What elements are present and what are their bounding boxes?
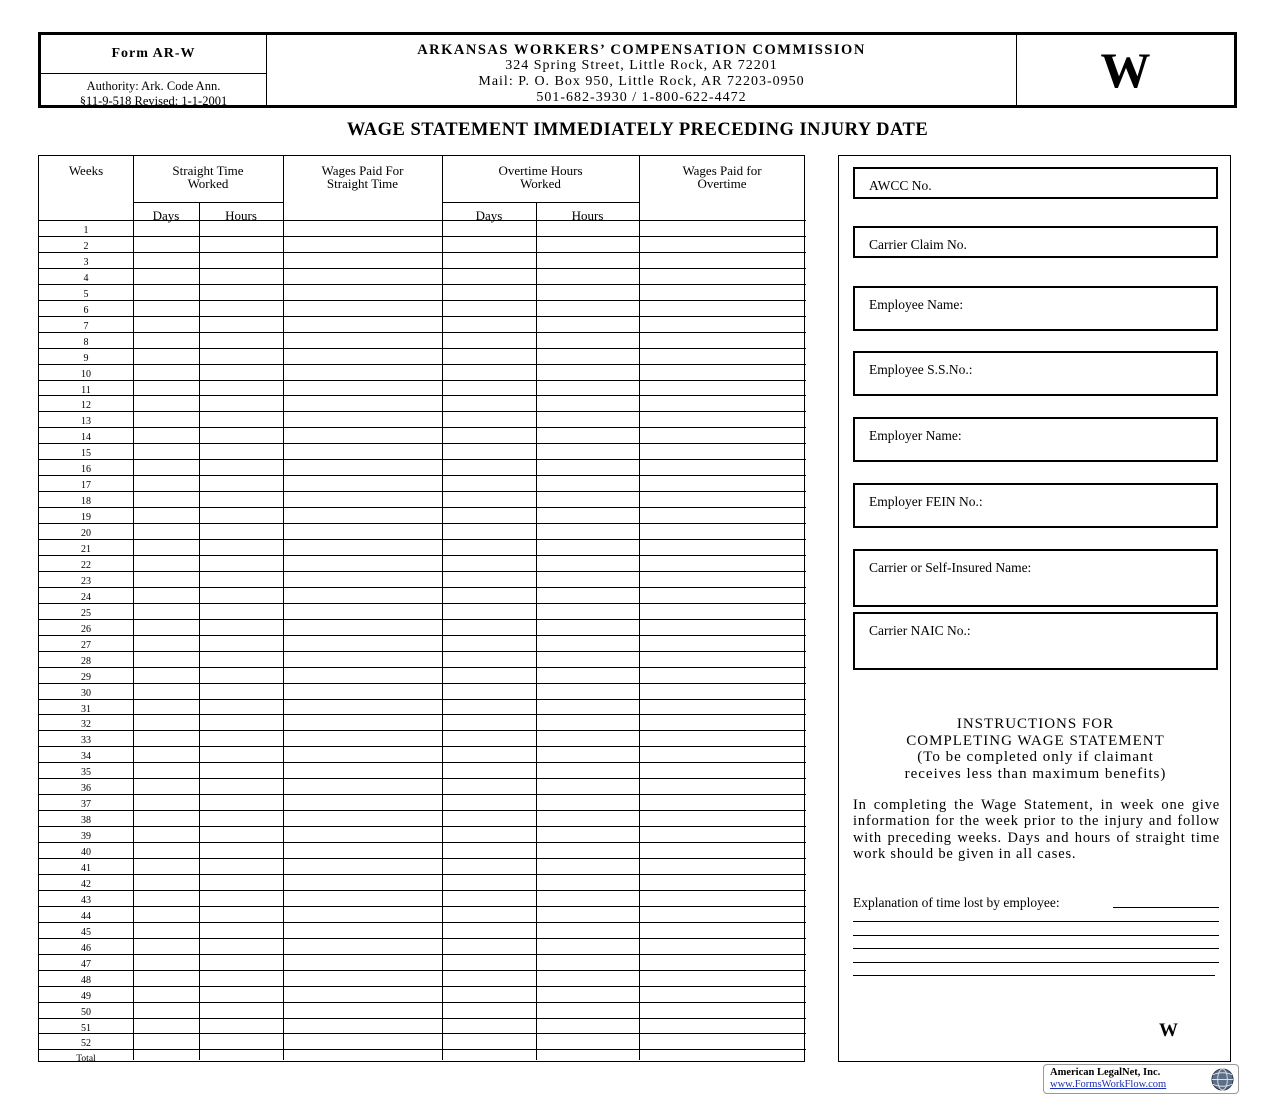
week-number: 44 xyxy=(81,910,91,922)
week-number: 28 xyxy=(81,655,91,667)
field-label: Employer FEIN No.: xyxy=(869,494,983,509)
table-row-divider xyxy=(39,714,806,715)
instructions-note-2: receives less than maximum benefits) xyxy=(904,765,1167,782)
page-title: WAGE STATEMENT IMMEDIATELY PRECEDING INJURY DATE xyxy=(346,120,929,140)
table-row-divider xyxy=(39,491,806,492)
table-row-divider xyxy=(39,507,806,508)
field-box-1[interactable] xyxy=(853,167,1218,199)
table-row-divider xyxy=(39,252,806,253)
table-row-divider xyxy=(39,651,806,652)
field-box-2[interactable] xyxy=(853,226,1218,258)
week-number: 3 xyxy=(83,256,89,268)
week-number: 50 xyxy=(81,1006,91,1018)
table-row-divider xyxy=(39,699,806,700)
table-row-divider xyxy=(39,970,806,971)
table-row-divider xyxy=(39,906,806,907)
subheader-divider xyxy=(133,202,283,203)
authority-text xyxy=(41,79,266,109)
col-overtime-line2: Worked xyxy=(520,176,561,191)
table-row-divider xyxy=(39,1049,806,1050)
table-row-divider xyxy=(39,858,806,859)
table-row-divider xyxy=(39,284,806,285)
field-label: Carrier Claim No. xyxy=(869,237,967,252)
wage-table xyxy=(38,155,805,1065)
table-row-divider xyxy=(39,268,806,269)
table-row-divider xyxy=(39,667,806,668)
week-number: 25 xyxy=(81,607,91,619)
col-wages-straight-line2: Straight Time xyxy=(326,176,399,191)
table-row-divider xyxy=(39,986,806,987)
week-number: 45 xyxy=(81,926,91,938)
table-row-divider xyxy=(39,571,806,572)
table-row-divider xyxy=(39,427,806,428)
table-row-divider xyxy=(39,1018,806,1019)
globe-icon xyxy=(1210,1067,1235,1092)
col-straight-time-line2: Worked xyxy=(187,176,229,191)
field-box-7[interactable] xyxy=(853,549,1218,607)
table-row-divider xyxy=(39,332,806,333)
week-number: 6 xyxy=(83,304,89,316)
agency-phone: 501-682-3930 / 1-800-622-4472 xyxy=(536,90,747,105)
publisher-name: American LegalNet, Inc. xyxy=(1050,1067,1161,1078)
table-row-divider xyxy=(39,794,806,795)
form-id: Form AR-W xyxy=(41,35,266,74)
week-number: 37 xyxy=(81,799,91,811)
subheader-divider xyxy=(442,202,639,203)
week-number: 2 xyxy=(83,240,89,252)
week-number: 14 xyxy=(81,432,91,444)
week-number: 27 xyxy=(81,639,91,651)
explanation-label: Explanation of time lost by employee: xyxy=(853,895,1060,910)
week-number: 30 xyxy=(81,687,91,699)
week-number: 42 xyxy=(81,878,91,890)
table-row-divider xyxy=(39,922,806,923)
week-number: 36 xyxy=(81,783,91,795)
table-row-divider xyxy=(39,683,806,684)
week-number: 5 xyxy=(83,288,89,300)
week-number: 16 xyxy=(81,464,91,476)
col-wages-straight-line1: Wages Paid For xyxy=(321,163,404,178)
week-number: 15 xyxy=(81,448,91,460)
table-row-divider xyxy=(39,411,806,412)
form-letter: W xyxy=(1100,42,1151,98)
agency-mail: Mail: P. O. Box 950, Little Rock, AR 72203-0950 xyxy=(478,74,805,89)
week-number: 48 xyxy=(81,974,91,986)
table-row-divider xyxy=(39,348,806,349)
authority-line-1: Authority: Ark. Code Ann. xyxy=(86,79,221,93)
table-row-divider xyxy=(39,364,806,365)
week-number: 23 xyxy=(81,575,91,587)
explanation-line-5[interactable] xyxy=(853,962,1219,963)
col-wages-overtime-line2: Overtime xyxy=(697,176,747,191)
week-number: 41 xyxy=(81,863,91,874)
publisher-logo xyxy=(1043,1064,1239,1094)
week-number: 47 xyxy=(81,958,91,970)
field-label: Carrier or Self-Insured Name: xyxy=(869,560,1032,575)
table-row-divider xyxy=(39,475,806,476)
week-number: 43 xyxy=(81,894,91,906)
col-wages-overtime-header xyxy=(639,164,805,190)
table-row-divider xyxy=(39,954,806,955)
week-number: 38 xyxy=(81,815,91,827)
week-number: 34 xyxy=(81,751,91,763)
table-row-divider xyxy=(39,810,806,811)
field-box-6[interactable] xyxy=(853,483,1218,528)
col-overtime-header xyxy=(442,164,639,190)
table-row-divider xyxy=(39,842,806,843)
table-row-divider xyxy=(39,443,806,444)
instructions-heading xyxy=(839,716,1232,782)
week-number: 32 xyxy=(81,719,91,731)
week-number: 17 xyxy=(81,480,91,492)
week-number: 39 xyxy=(81,831,91,843)
table-row-divider xyxy=(39,380,806,381)
table-column-divider xyxy=(442,156,443,1060)
table-row-divider xyxy=(39,300,806,301)
field-label: Employee Name: xyxy=(869,297,964,312)
form-header xyxy=(38,32,1237,108)
table-row-divider xyxy=(39,874,806,875)
week-number: 18 xyxy=(81,496,91,508)
week-number: 52 xyxy=(81,1038,91,1050)
table-row-divider xyxy=(39,746,806,747)
col-straight-time-line1: Straight Time xyxy=(172,163,244,178)
col-overtime-line1: Overtime Hours xyxy=(498,163,583,178)
week-number: 8 xyxy=(83,336,89,348)
week-number: 22 xyxy=(81,559,91,571)
explanation-line-4[interactable] xyxy=(853,948,1219,949)
field-box-5[interactable] xyxy=(853,417,1218,462)
table-row-divider xyxy=(39,603,806,604)
week-number: 9 xyxy=(83,352,89,364)
week-number: 33 xyxy=(81,735,91,747)
instructions-note-1: (To be completed only if claimant xyxy=(917,749,1154,765)
explanation-line-3[interactable] xyxy=(853,935,1219,936)
week-number: 46 xyxy=(81,942,91,954)
week-number: 35 xyxy=(81,767,91,779)
table-row-divider xyxy=(39,730,806,731)
field-box-8[interactable] xyxy=(853,612,1218,670)
week-number: 40 xyxy=(81,847,91,859)
week-number: 26 xyxy=(81,623,91,635)
week-number: 51 xyxy=(81,1022,91,1034)
table-row-divider xyxy=(39,459,806,460)
col-weeks-header: Weeks xyxy=(68,163,104,178)
instructions-title-2: COMPLETING WAGE STATEMENT xyxy=(906,732,1165,749)
explanation-line-6[interactable] xyxy=(853,975,1215,976)
explanation-line-2[interactable] xyxy=(853,921,1219,922)
publisher-url[interactable]: www.FormsWorkFlow.com xyxy=(1050,1079,1167,1090)
sub-days-straight: Days xyxy=(152,208,180,223)
table-row-divider xyxy=(39,635,806,636)
field-label: AWCC No. xyxy=(869,178,932,193)
form-id-block xyxy=(41,35,267,108)
table-row-divider xyxy=(39,316,806,317)
total-label: Total xyxy=(76,1054,96,1065)
table-row-divider xyxy=(39,395,806,396)
table-row-divider xyxy=(39,778,806,779)
col-wages-straight-header xyxy=(283,164,442,190)
week-number: 4 xyxy=(83,272,89,284)
table-column-divider xyxy=(639,156,640,1060)
week-number: 10 xyxy=(81,368,91,380)
instructions-title-1: INSTRUCTIONS FOR xyxy=(956,716,1115,732)
week-number: 1 xyxy=(83,225,89,236)
table-row-divider xyxy=(39,619,806,620)
table-column-divider xyxy=(133,156,134,1060)
week-number: 24 xyxy=(81,591,91,603)
week-number: 13 xyxy=(81,416,91,428)
table-row-divider xyxy=(39,826,806,827)
week-number: 11 xyxy=(81,384,91,396)
table-row-divider xyxy=(39,938,806,939)
sub-days-overtime: Days xyxy=(475,208,503,223)
week-number: 29 xyxy=(81,671,91,683)
table-row-divider xyxy=(39,539,806,540)
week-number: 7 xyxy=(83,320,89,332)
table-row-divider xyxy=(39,890,806,891)
agency-block xyxy=(267,35,1017,105)
instructions-body: In completing the Wage Statement, in week one give information for the week prior to the injury and follow with preceding weeks. Days and hours of straight time work should be given in all cases. xyxy=(853,797,1220,862)
week-number: 49 xyxy=(81,990,91,1002)
week-number: 19 xyxy=(81,512,91,524)
week-number: 20 xyxy=(81,528,91,540)
agency-street: 324 Spring Street, Little Rock, AR 72201 xyxy=(505,58,778,73)
table-row-divider xyxy=(39,523,806,524)
table-column-divider xyxy=(283,156,284,1060)
table-row-divider xyxy=(39,236,806,237)
week-number: 21 xyxy=(81,544,91,555)
explanation-line-1[interactable] xyxy=(1113,907,1219,908)
field-label: Carrier NAIC No.: xyxy=(869,623,971,638)
table-row-divider xyxy=(39,1002,806,1003)
col-straight-time-header xyxy=(133,164,283,190)
table-row-divider xyxy=(39,587,806,588)
field-label: Employee S.S.No.: xyxy=(869,362,973,377)
table-row-divider xyxy=(39,555,806,556)
field-box-3[interactable] xyxy=(853,286,1218,331)
table-row-divider xyxy=(39,762,806,763)
table-row-divider xyxy=(39,1033,806,1034)
week-number: 31 xyxy=(81,703,91,715)
field-box-4[interactable] xyxy=(853,351,1218,396)
col-wages-overtime-line1: Wages Paid for xyxy=(682,163,762,178)
agency-name: ARKANSAS WORKERS’ COMPENSATION COMMISSION xyxy=(417,42,866,58)
field-label: Employer Name: xyxy=(869,428,962,443)
sub-hours-straight: Hours xyxy=(225,208,257,223)
corner-form-letter: W xyxy=(1159,1020,1178,1041)
sub-hours-overtime: Hours xyxy=(571,208,604,223)
week-number: 12 xyxy=(81,400,91,412)
authority-line-2: §11-9-518 Revised: 1-1-2001 xyxy=(79,94,228,108)
claim-info-panel xyxy=(838,155,1231,1062)
